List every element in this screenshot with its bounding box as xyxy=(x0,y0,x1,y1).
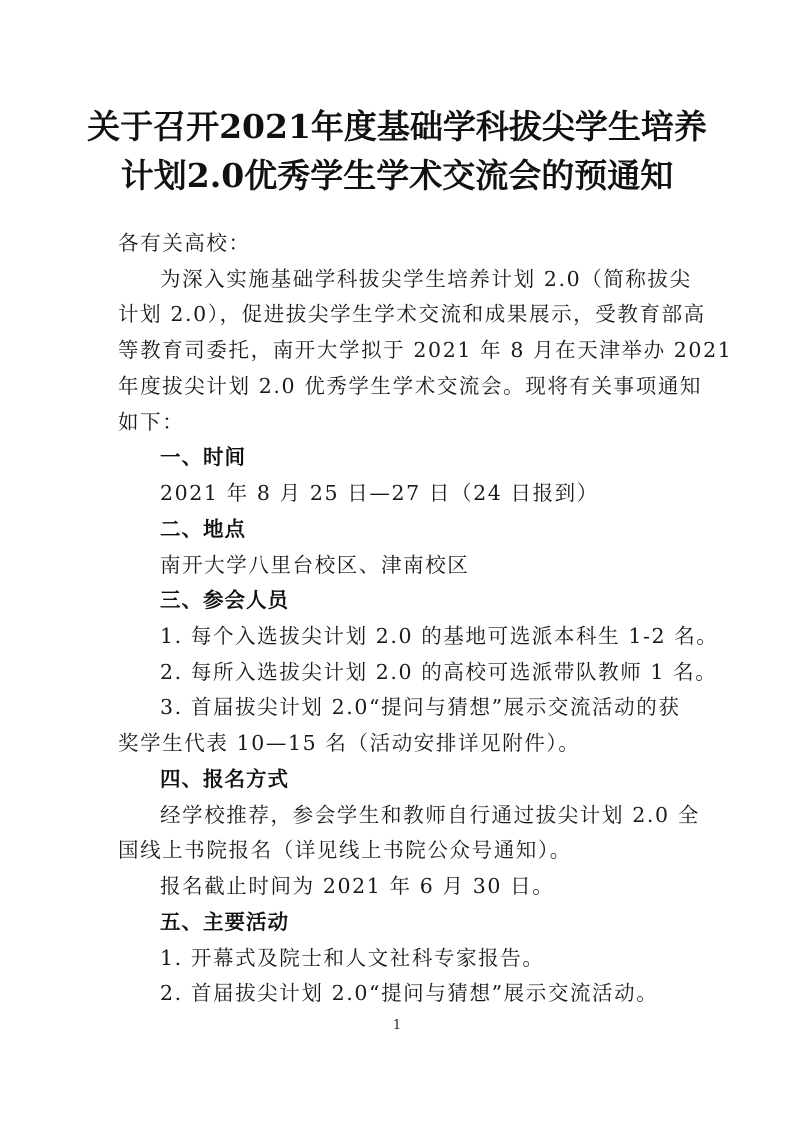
intro-paragraph-line: 等教育司委托，南开大学拟于 2021 年 8 月在天津举办 2021 xyxy=(118,338,733,362)
section-text: 2. 每所入选拔尖计划 2.0 的高校可选派带队教师 1 名。 xyxy=(160,660,718,684)
page-number: 1 xyxy=(392,1018,402,1033)
section-text: 1. 开幕式及院士和人文社科专家报告。 xyxy=(160,946,545,970)
document-title-line-2: 计划2.0优秀学生学术交流会的预通知 xyxy=(120,156,674,195)
salutation: 各有关高校： xyxy=(118,231,251,255)
section-text: 南开大学八里台校区、津南校区 xyxy=(160,553,470,577)
section-text: 3. 首届拔尖计划 2.0“提问与猜想”展示交流活动的获 xyxy=(160,695,681,719)
section-heading-participants: 三、参会人员 xyxy=(160,588,289,612)
section-text: 经学校推荐，参会学生和教师自行通过拔尖计划 2.0 全 xyxy=(160,803,700,827)
section-text: 2021 年 8 月 25 日—27 日（24 日报到） xyxy=(160,481,599,505)
section-heading-location: 二、地点 xyxy=(160,517,246,541)
intro-paragraph-line: 为深入实施基础学科拔尖学生培养计划 2.0（简称拔尖 xyxy=(160,267,692,291)
section-text: 报名截止时间为 2021 年 6 月 30 日。 xyxy=(160,874,555,898)
intro-paragraph-line: 如下： xyxy=(118,410,185,434)
section-heading-activities: 五、主要活动 xyxy=(160,910,289,934)
section-text: 2. 首届拔尖计划 2.0“提问与猜想”展示交流活动。 xyxy=(160,981,659,1005)
section-text: 国线上书院报名（详见线上书院公众号通知）。 xyxy=(118,838,572,862)
section-text: 奖学生代表 10—15 名（活动安排详见附件）。 xyxy=(118,731,581,755)
section-heading-time: 一、时间 xyxy=(160,445,246,469)
section-heading-registration: 四、报名方式 xyxy=(160,767,289,791)
document-title-line-1: 关于召开2021年度基础学科拔尖学生培养 xyxy=(87,107,707,146)
intro-paragraph-line: 年度拔尖计划 2.0 优秀学生学术交流会。现将有关事项通知 xyxy=(118,374,703,398)
intro-paragraph-line: 计划 2.0），促进拔尖学生学术交流和成果展示，受教育部高 xyxy=(118,302,706,326)
section-text: 1. 每个入选拔尖计划 2.0 的基地可选派本科生 1-2 名。 xyxy=(160,624,719,648)
